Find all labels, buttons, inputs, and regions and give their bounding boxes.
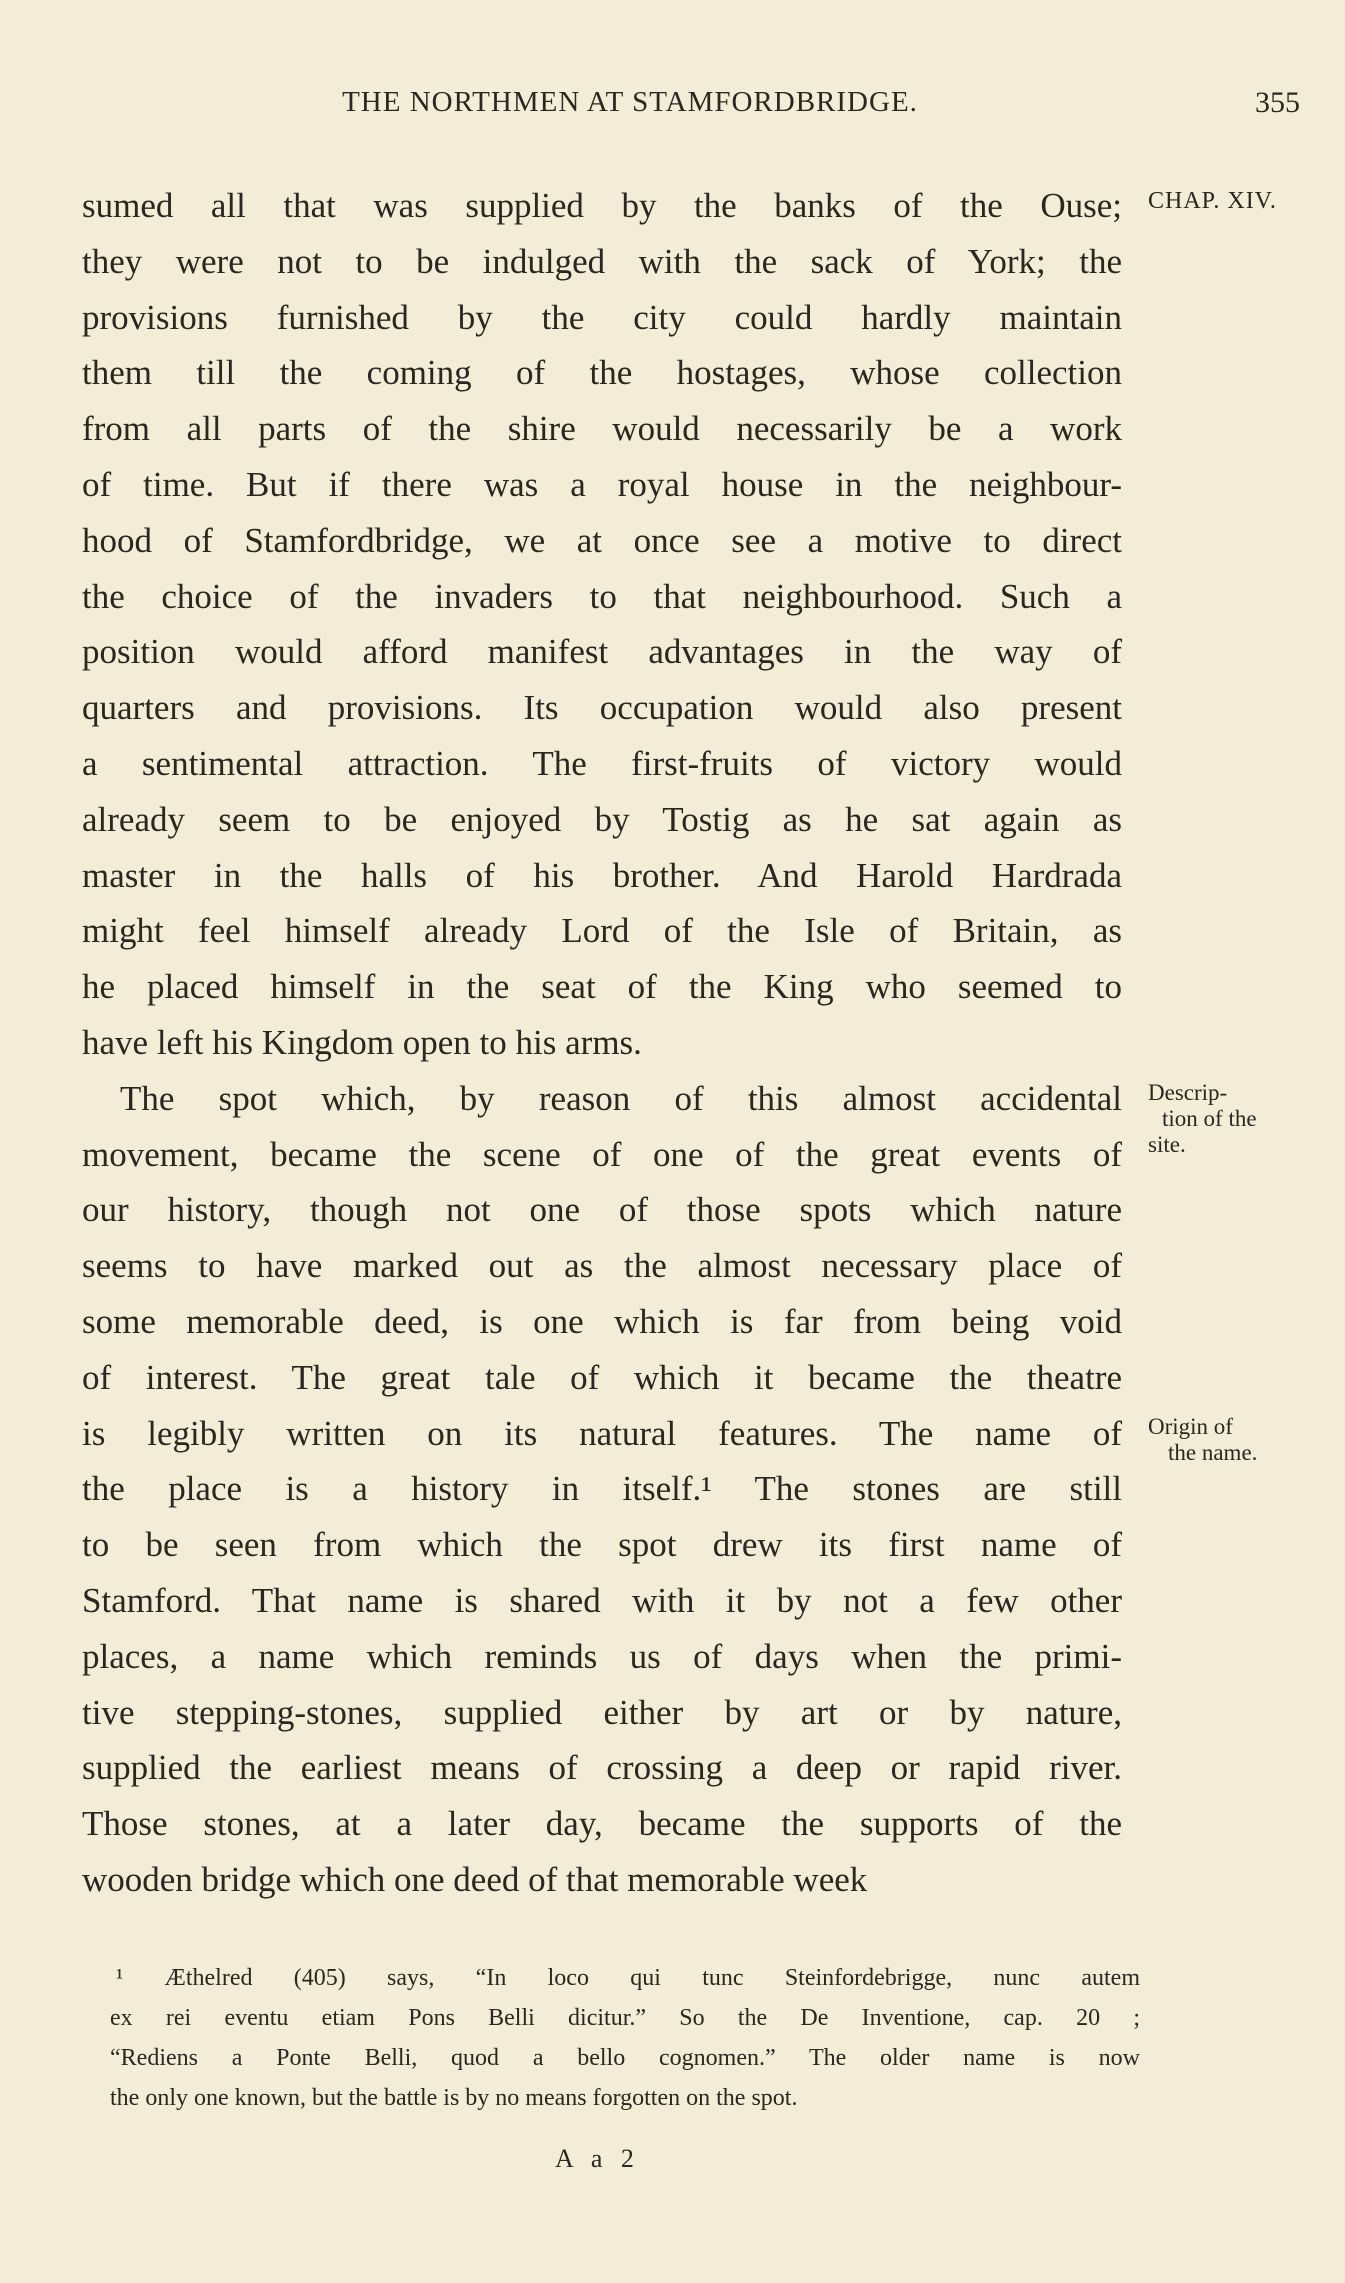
text-line: The spot which, by reason of this almost accidental [120, 1078, 1122, 1118]
page-number: 355 [1255, 86, 1300, 119]
text-line: provisions furnished by the city could hardly maintain [82, 297, 1122, 337]
text-line: sumed all that was supplied by the banks of the Ouse; [82, 186, 1122, 225]
text-line: Those stones, at a later day, became the supports of the [82, 1804, 1122, 1844]
text-line: to be seen from which the spot drew its first name of [82, 1525, 1122, 1565]
footnote-line: “Rediens a Ponte Belli, quod a bello cognomen.” The older name is now [110, 2045, 1140, 2071]
text-line: our history, though not one of those spots which nature [82, 1190, 1122, 1230]
text-line: places, a name which reminds us of days when the primi- [82, 1636, 1122, 1676]
marginal-note-line: site. [1148, 1132, 1186, 1157]
text-line: of interest. The great tale of which it became the theatre [82, 1357, 1122, 1397]
text-line: a sentimental attraction. The first-fruits of victory would [82, 743, 1122, 783]
footnotes [110, 1958, 1140, 2118]
footnote-line: the only one known, but the battle is by no means forgotten on the spot. [110, 2085, 798, 2111]
text-line: might feel himself already Lord of the Isle of Britain, as [82, 911, 1122, 951]
text-line: the choice of the invaders to that neighbourhood. Such a [82, 576, 1122, 616]
text-line: the place is a history in itself.¹ The stones are still [82, 1469, 1122, 1509]
footnote-line: ¹ Æthelred (405) says, “In loco qui tunc Steinfordebrigge, nunc autem [116, 1965, 1140, 1991]
text-line: tive stepping-stones, supplied either by art or by nature, [82, 1692, 1122, 1732]
text-line: from all parts of the shire would necessarily be a work [82, 409, 1122, 449]
text-line: hood of Stamfordbridge, we at once see a motive to direct [82, 520, 1122, 560]
text-line: some memorable deed, is one which is far from being void [82, 1301, 1122, 1341]
marginal-note-line: tion of the [1162, 1106, 1257, 1131]
marginal-note-line: the name. [1168, 1440, 1258, 1465]
text-line: he placed himself in the seat of the King who seemed to [82, 967, 1122, 1007]
text-line: already seem to be enjoyed by Tostig as he sat again as [82, 799, 1122, 839]
marginal-note-line: Origin of [1148, 1414, 1233, 1439]
text-line: wooden bridge which one deed of that memorable week [82, 1859, 868, 1899]
text-line: quarters and provisions. Its occupation would also present [82, 688, 1122, 728]
text-line: have left his Kingdom open to his arms. [82, 1022, 642, 1062]
printer-signature: A a 2 [555, 2144, 640, 2173]
text-line: seems to have marked out as the almost necessary place of [82, 1246, 1122, 1286]
marginal-note-description [1148, 1080, 1257, 1158]
footnote-line: ex rei eventu etiam Pons Belli dicitur.” So the De Inventione, cap. 20 ; [110, 2005, 1140, 2031]
text-line: they were not to be indulged with the sack of York; the [82, 241, 1122, 281]
running-title: THE NORTHMEN AT STAMFORDBRIDGE. [342, 86, 918, 118]
marginal-note-origin [1148, 1414, 1257, 1466]
text-line: supplied the earliest means of crossing a deep or rapid river. [82, 1748, 1122, 1788]
marginal-note-line: Descrip- [1148, 1080, 1228, 1105]
body-text [82, 178, 1122, 1908]
text-line: them till the coming of the hostages, whose collection [82, 353, 1122, 393]
text-line: of time. But if there was a royal house in the neighbour- [82, 464, 1122, 504]
running-head [80, 86, 1300, 126]
text-line: Stamford. That name is shared with it by not a few other [82, 1580, 1122, 1620]
text-line: is legibly written on its natural features. The name of [82, 1413, 1122, 1453]
chapter-marginal: CHAP. XIV. [1148, 188, 1277, 214]
text-line: master in the halls of his brother. And Harold Hardrada [82, 855, 1122, 895]
text-line: movement, became the scene of one of the great events of [82, 1134, 1122, 1174]
text-line: position would afford manifest advantages in the way of [82, 632, 1122, 672]
